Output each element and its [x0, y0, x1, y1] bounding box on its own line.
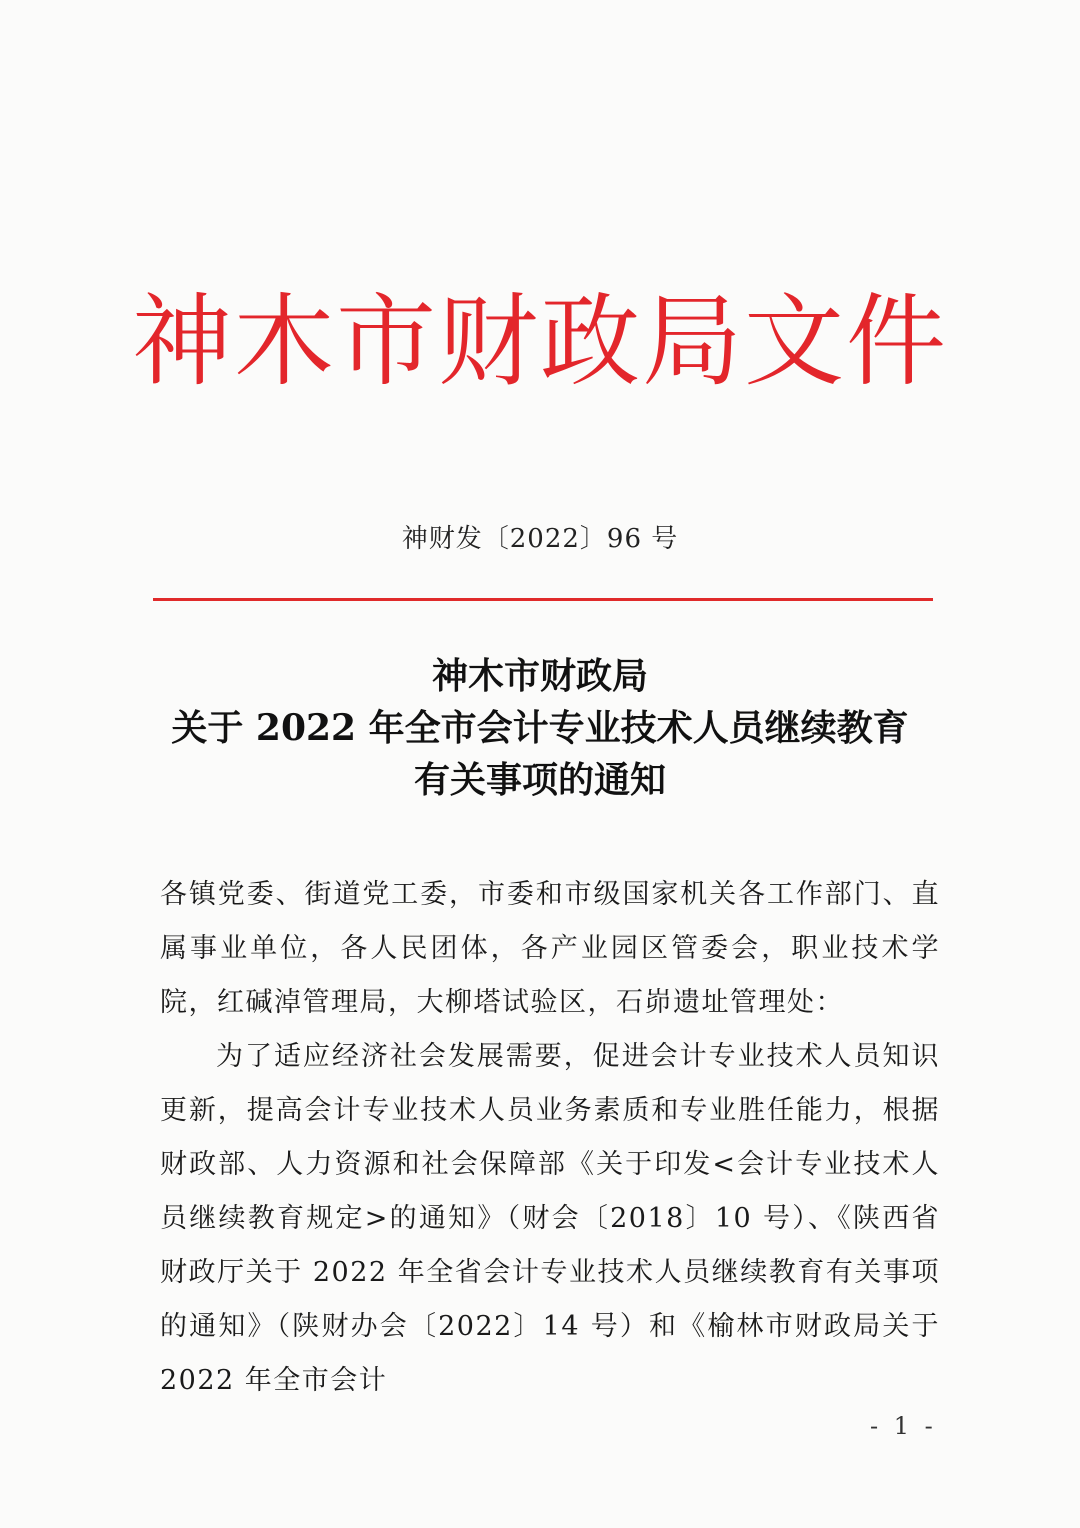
recipients-paragraph: 各镇党委、街道党工委，市委和市级国家机关各工作部门、直属事业单位，各人民团体，各产业园区管委会，职业技术学院，红碱淖管理局，大柳塔试验区，石峁遗址管理处： [160, 879, 940, 1018]
title-line-2: 关于 2022 年全市会计专业技术人员继续教育 [171, 707, 909, 749]
notice-title [0, 650, 1080, 806]
title-line-1: 神木市财政局 [431, 655, 648, 697]
document-body [160, 868, 940, 1408]
page-number: - 1 - [870, 1412, 937, 1440]
document-number: 神财发〔2022〕96 号 [401, 524, 679, 554]
masthead-title: 神木市财政局文件 [132, 283, 948, 400]
body-paragraph: 为了适应经济社会发展需要，促进会计专业技术人员知识更新，提高会计专业技术人员业务素质和专业胜任能力，根据财政部、人力资源和社会保障部《关于印发<会计专业技术人员继续教育规定>的通知》（财会〔2018〕10 号）、《陕西省财政厅关于 2022 年全省会计专业技术人员继续教育有关事项的通知》（陕财办会〔2022〕14 号）和《榆林市财政局关于 2022 年全市会计 [160, 1041, 940, 1396]
red-divider [153, 598, 933, 601]
title-line-3: 有关事项的通知 [413, 759, 666, 801]
